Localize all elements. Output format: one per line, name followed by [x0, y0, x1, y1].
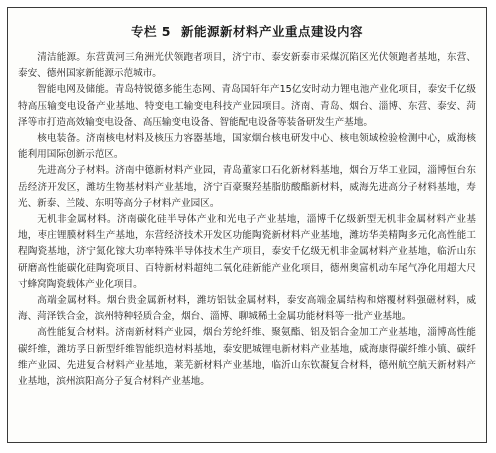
column-heading: 新能源新材料产业重点建设内容 — [181, 24, 364, 39]
paragraph-inorganic: 无机非金属材料。济南碳化硅半导体产业和光电子产业基地，淄博千亿级新型无机非金属材料产业基地，枣庄锂膜材料生产基地，东营经济技术开发区功能陶瓷新材料产业基地，潍坊华美精陶多元化高性能工程陶瓷基地，济宁氮化镓大功率特殊半导体技术生产项目，泰安千亿级无机非金属材料产业基地，临沂山东研磨高性能碳化硅陶瓷项目、百特新材料超纯二氧化硅新能产业化项目，德州奥富机动车尾气净化用超大尺寸蜂窝陶瓷载体产业化项目。 — [18, 214, 476, 290]
paragraph-polymer: 先进高分子材料。济南中德新材料产业园，青岛董家口石化新材料基地，烟台万华工业园，淄博恒台东岳经济开发区，潍坊生物基材料产业基地，济宁百豪聚羟基脂肪酸酯新材料，威海先进高分子材料基地，寿光、新泰、兰陵、东明等高分子材料产业园区。 — [18, 165, 476, 209]
paragraph-nuclear: 核电装备。济南核电材料及核压力容器基地，国家烟台核电研发中心、核电领域检验检测中心，威海核能利用国际创新示范区。 — [18, 133, 476, 161]
column-number: 专栏 5 — [130, 24, 172, 39]
paragraph-smart-grid: 智能电网及储能。青岛特锐德多能生态网、青岛国轩年产15亿安时动力锂电池产业化项目，泰安千亿级特高压输变电设备产业基地、特变电工输变电科技产业园项目。济南、青岛、烟台、淄博、东营、泰安、菏泽等市打造高效输变电设备、高压输变电设备、智能配电设备等装备研发生产基地。 — [18, 84, 476, 128]
column-title — [18, 18, 476, 46]
paragraph-composite: 高性能复合材料。济南新材料产业园，烟台芳纶纤维、聚氨酯、铝及铝合金加工产业基地，淄博高性能碳纤维，潍坊孚日新型纤维智能织造材料基地，泰安肥城锂电新材料产业基地，威海康得碳纤维小镇、碳纤维产业园、先进复合材料产业基地，莱芜新材料产业基地，临沂山东钦凝复合材料，德州航空航天新材料产业基地，滨州滨阳高分子复合材料产业基地。 — [18, 327, 476, 388]
paragraph-metal: 高端金属材料。烟台贵金属新材料，潍坊铝钛金属材料，泰安高端金属结构和熔覆材料强磁材料，威海、菏泽铁合金，滨州特种轻质合金，烟台、淄博、聊城稀土金属功能材料等一批产业基地。 — [18, 295, 476, 323]
column-box — [7, 7, 487, 443]
paragraph-clean-energy: 清洁能源。东营黄河三角洲光伏领跑者项目，济宁市、泰安新泰市采煤沉陷区光伏领跑者基地，东营、泰安、德州国家新能源示范城市。 — [18, 52, 476, 80]
